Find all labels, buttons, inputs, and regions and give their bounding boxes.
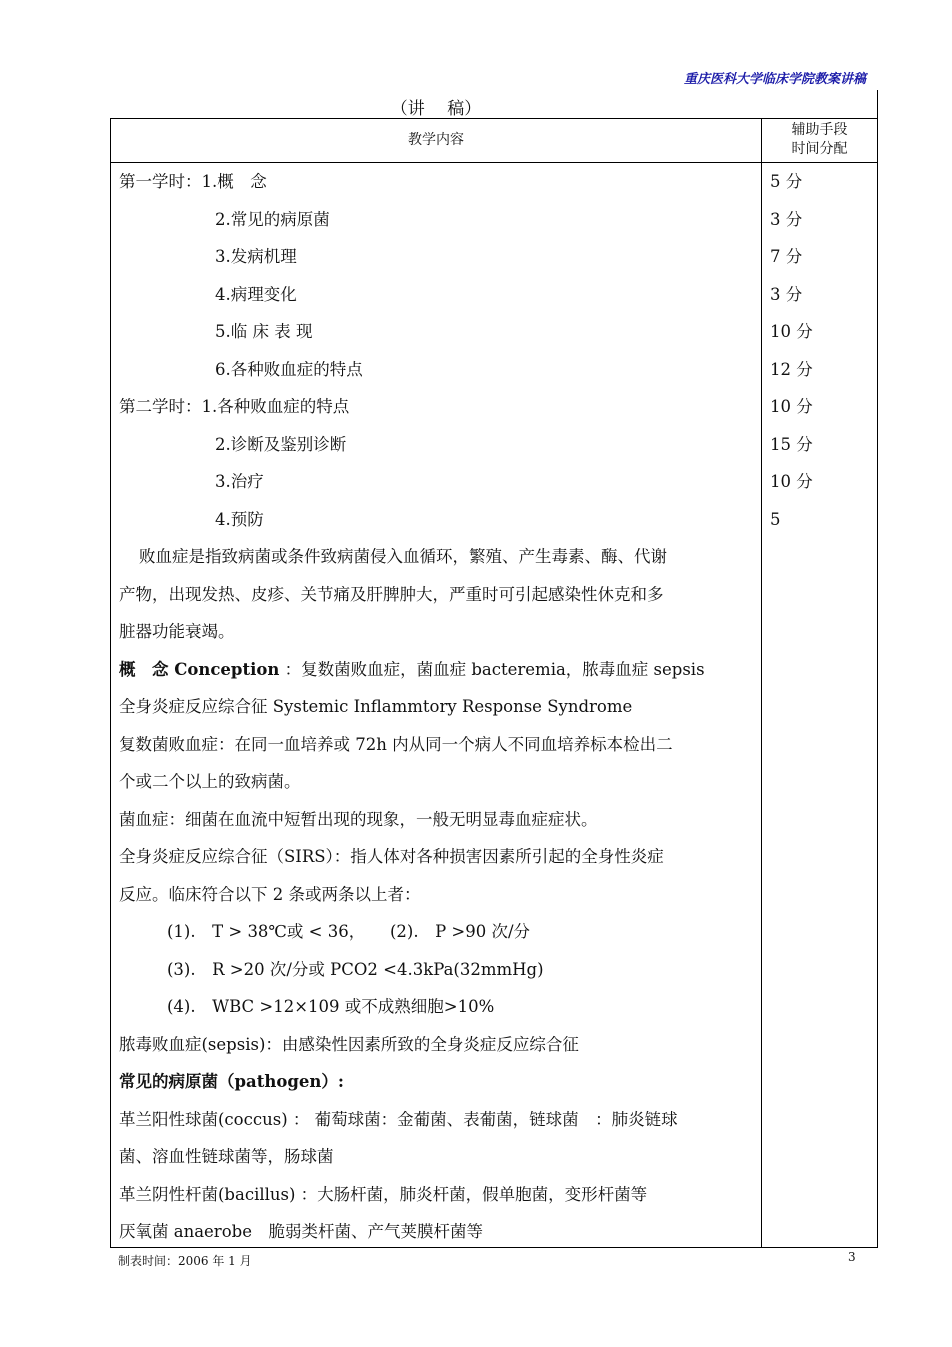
schedule-item: 3.发病机理 — [215, 247, 297, 266]
schedule-item: 第一学时：1.概 念 — [119, 172, 267, 191]
schedule-item: 第二学时：1.各种败血症的特点 — [119, 397, 350, 416]
schedule-item: 6.各种败血症的特点 — [215, 359, 363, 379]
time-value: 12 分 — [770, 359, 813, 379]
time-value: 10 分 — [770, 472, 813, 491]
concept-text: ：复数菌败血症，菌血症 bacteremia，脓毒血症 sepsis — [284, 659, 705, 679]
side-header-line2: 时间分配 — [791, 141, 848, 157]
table-header-row — [111, 119, 877, 163]
schedule-item: 2.常见的病原菌 — [215, 209, 330, 229]
concept-line — [119, 651, 759, 689]
teaching-content — [119, 163, 759, 1251]
time-value: 7 分 — [770, 247, 803, 266]
bacteremia-definition: 菌血症：细菌在血流中短暂出现的现象，一般无明显毒血症症状。 — [119, 809, 598, 829]
sirs-definition: 全身炎症反应综合征（SIRS）：指人体对各种损害因素所引起的全身性炎症 — [119, 847, 664, 866]
sirs-definition: 反应。临床符合以下 2 条或两条以上者： — [119, 884, 421, 904]
time-value: 5 分 — [770, 172, 803, 191]
footer-date: 制表时间：2006 年 1 月 — [118, 1254, 252, 1268]
time-value: 10 分 — [770, 322, 813, 341]
gram-positive: 菌、溶血性链球菌等，肠球菌 — [119, 1147, 334, 1166]
intro-paragraph: 产物，出现发热、皮疹、关节痛及肝脾肿大，严重时可引起感染性休克和多 — [119, 584, 664, 604]
intro-paragraph: 败血症是指致病菌或条件致病菌侵入血循环，繁殖、产生毒素、酶、代谢 — [139, 547, 667, 566]
time-value: 3 分 — [770, 284, 803, 304]
time-value: 10 分 — [770, 397, 813, 416]
schedule-item: 2.诊断及鉴别诊断 — [215, 434, 347, 454]
institution-header: 重庆医科大学临床学院教案讲稿 — [683, 72, 866, 87]
time-value: 15 分 — [770, 434, 813, 454]
page-number: 3 — [848, 1250, 856, 1264]
sirs-criterion: (4). WBC >12×109 或不成熟细胞>10% — [167, 997, 495, 1016]
column-divider — [761, 119, 762, 1247]
time-value: 3 分 — [770, 209, 803, 229]
content-column-header: 教学内容 — [408, 132, 464, 148]
polymicrobial-definition: 复数菌败血症：在同一血培养或 72h 内从同一个病人不同血培养标本检出二 — [119, 734, 673, 754]
sirs-name: 全身炎症反应综合征 Systemic Inflammtory Response Syndrome — [119, 697, 633, 716]
schedule-item: 5.临 床 表 现 — [215, 322, 313, 341]
sirs-criterion: (3). R >20 次/分或 PCO2 <4.3kPa(32mmHg) — [167, 959, 544, 979]
time-value: 5 — [770, 509, 781, 529]
page-subtitle: （讲 稿） — [390, 99, 482, 119]
intro-paragraph: 脏器功能衰竭。 — [119, 622, 235, 641]
header-divider — [877, 90, 878, 118]
gram-positive: 革兰阳性球菌(coccus) ： 葡萄球菌：金葡菌、表葡菌，链球菌 ：肺炎链球 — [119, 1109, 678, 1129]
side-header-line1: 辅助手段 — [791, 122, 848, 138]
polymicrobial-definition: 个或二个以上的致病菌。 — [119, 772, 301, 791]
gram-negative: 革兰阴性杆菌(bacillus) ：大肠杆菌，肺炎杆菌，假单胞菌，变形杆菌等 — [119, 1184, 648, 1204]
sirs-criterion: (1). T > 38℃或 < 36， (2). P >90 次/分 — [167, 922, 531, 941]
concept-label: 概 念 Conception — [119, 659, 280, 679]
sepsis-definition: 脓毒败血症(sepsis)：由感染性因素所致的全身炎症反应综合征 — [119, 1034, 579, 1054]
anaerobe-line: 厌氧菌 anaerobe 脆弱类杆菌、产气荚膜杆菌等 — [119, 1222, 483, 1241]
lecture-table — [110, 118, 878, 1248]
schedule-item: 4.预防 — [215, 509, 264, 529]
schedule-item: 3.治疗 — [215, 472, 264, 491]
schedule-item: 4.病理变化 — [215, 284, 297, 304]
pathogen-heading: 常见的病原菌（pathogen）: — [119, 1072, 344, 1091]
time-allocation-column — [770, 163, 870, 538]
side-column-header — [762, 121, 877, 159]
